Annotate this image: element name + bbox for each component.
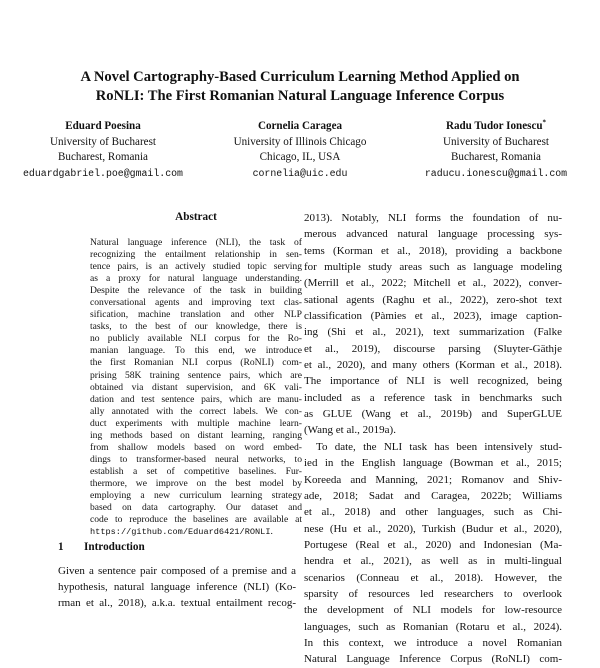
abstract-line: recognizing the entailment relationship in sen- xyxy=(90,249,302,261)
author-block xyxy=(3,119,203,181)
author-location: Bucharest, Romania xyxy=(451,151,541,163)
section-title: Introduction xyxy=(84,541,145,553)
abstract-line: ally annotated with the correct labels. We con- xyxy=(90,405,302,417)
author-email[interactable]: eduardgabriel.poe@gmail.com xyxy=(22,167,183,179)
body-line: sparsity of resources led researchers to overlook xyxy=(304,587,562,600)
body-line: 2013). Notably, NLI forms the foundation of nu- xyxy=(304,212,562,224)
body-line: et al., 2018) and other languages, such as Chi- xyxy=(304,506,562,519)
abstract-line: Despite the relevance of the task in building xyxy=(90,285,302,297)
abstract-line: obtained via distant supervision, and 6K vali- xyxy=(90,381,302,393)
author-name xyxy=(396,119,596,135)
author-location: Chicago, IL, USA xyxy=(259,151,341,163)
abstract-line: tasks, to the best of our knowledge, there is xyxy=(90,321,302,333)
abstract-line: Natural language inference (NLI), the task of xyxy=(90,237,302,248)
body-line: Given a sentence pair composed of a premise and a xyxy=(58,565,296,577)
body-line: included as a reference task in benchmarks such xyxy=(304,391,562,404)
author-email[interactable]: cornelia@uic.edu xyxy=(252,167,348,179)
body-line: In this context, we introduce a novel Romanian xyxy=(304,636,562,649)
body-line: scenarios (Conneau et al., 2018). However, the xyxy=(304,571,562,584)
body-line: et al., 2019), discourse parsing (Sluyter-Gäthje xyxy=(304,342,562,355)
body-line: merous advanced natural language processing sys- xyxy=(304,228,562,241)
abstract-line: employing a new curriculum learning strategy xyxy=(90,489,302,501)
abstract-line: prising 58K training sentence pairs, which are xyxy=(90,369,302,381)
body-line: hypothesis, natural language inference (NLI) (Ko- xyxy=(58,581,296,594)
abstract-line: tence pairs, is an actively studied topic serving xyxy=(90,261,302,273)
body-line: ied in the English language (Bowman et al., 2015; xyxy=(304,457,562,470)
author-name: Cornelia Caragea xyxy=(257,120,343,132)
body-line: classification (Pàmies et al., 2023), image caption- xyxy=(304,310,562,323)
abstract-line: as a proxy for natural language understanding. xyxy=(90,273,302,285)
abstract-line: dings to transformer-based neural networks, to xyxy=(90,453,302,465)
abstract-url-suffix: . xyxy=(270,526,273,538)
body-line: (Wang et al., 2019a). xyxy=(304,424,396,437)
author-name-text: Radu Tudor Ionescu xyxy=(445,120,543,132)
author-location: Bucharest, Romania xyxy=(58,151,148,163)
paper-title xyxy=(40,68,560,106)
abstract-line: duct experiments with multiple machine learn- xyxy=(90,417,302,429)
author-block xyxy=(396,119,596,181)
body-line: as GLUE (Wang et al., 2019b) and SuperGLUE xyxy=(304,408,562,421)
body-line: (Merrill et al., 2022; Mitchell et al., 2022), conver- xyxy=(304,277,562,290)
intro-left-column xyxy=(58,563,296,611)
abstract-line: dation and test sentence pairs, which are manu- xyxy=(90,393,302,405)
abstract-line: thermore, we improve on the best model by xyxy=(90,477,302,489)
body-line: Natural Language Inference Corpus (RoNLI) com- xyxy=(304,653,562,666)
author-affiliation: University of Bucharest xyxy=(443,135,549,148)
code-url-link[interactable]: https://github.com/Eduard6421/RONLI xyxy=(90,527,271,538)
body-line: nese (Hu et al., 2020), Turkish (Budur et al., 2020), xyxy=(304,522,562,535)
author-affiliation: University of Bucharest xyxy=(50,135,156,148)
body-line: Koreeda and Manning, 2021; Romanov and Shiv- xyxy=(304,473,562,486)
abstract-line: no publicly available NLI corpus for the Ro- xyxy=(90,333,302,345)
author-block xyxy=(205,119,395,181)
body-line: for multiple study areas such as language modeling xyxy=(304,261,562,274)
body-line: rman et al., 2018), a.k.a. textual entailment recog- xyxy=(58,597,296,610)
abstract-url-line xyxy=(90,526,302,538)
abstract-line: sification, machine translation and other NLP xyxy=(90,309,302,321)
body-line: The importance of NLI is well recognized, being xyxy=(304,375,562,388)
abstract-line: conversational agents and improving text clas- xyxy=(90,297,302,309)
abstract-line: code to reproduce the baselines are available at xyxy=(90,514,302,526)
abstract-body xyxy=(90,237,302,538)
abstract-line: based on data cartography. Our dataset and xyxy=(90,502,302,514)
body-line: ing (Shi et al., 2021), text summarization (Falke xyxy=(304,326,562,339)
body-line: languages, such as Romanian (Rotaru et al., 2024). xyxy=(304,620,562,633)
corresponding-author-mark: * xyxy=(542,118,547,127)
author-affiliation: University of Illinois Chicago xyxy=(233,135,367,148)
body-line: ade, 2018; Sadat and Caragea, 2022b; Williams xyxy=(304,489,562,502)
abstract-line: ing methods based on distant learning, ranging xyxy=(90,429,302,441)
abstract-heading: Abstract xyxy=(175,211,217,223)
body-line: sational agents (Raghu et al., 2022), zero-shot text xyxy=(304,293,562,306)
section-heading xyxy=(58,541,145,553)
abstract-line: from shallow models based on word embed- xyxy=(90,441,302,453)
intro-right-column xyxy=(304,210,562,668)
title-line-2: RoNLI: The First Romanian Natural Language Inference Corpus xyxy=(95,88,505,104)
author-email[interactable]: raducu.ionescu@gmail.com xyxy=(424,167,568,179)
body-line: tems (Korman et al., 2018), providing a backbone xyxy=(304,244,562,257)
body-line: Portugese (Real et al., 2020) and Indonesian (Ma- xyxy=(304,538,562,551)
title-line-1: A Novel Cartography-Based Curriculum Learning Method Applied on xyxy=(80,69,520,85)
body-line: hendra et al., 2021), as well as in multi-lingual xyxy=(304,555,562,568)
body-line: the development of NLI models for low-resource xyxy=(304,604,562,617)
section-number: 1 xyxy=(58,541,64,553)
body-line: To date, the NLI task has been intensively stud- xyxy=(316,440,562,453)
abstract-line: manian language. To this end, we introduce xyxy=(90,345,302,357)
body-line: et al., 2020), and many others (Korman et al., 2018). xyxy=(304,359,562,372)
abstract-line: the first Romanian NLI corpus (RoNLI) com- xyxy=(90,357,302,369)
author-name: Eduard Poesina xyxy=(65,120,141,132)
abstract-line: establish a set of competitive baselines. Fur- xyxy=(90,465,302,477)
